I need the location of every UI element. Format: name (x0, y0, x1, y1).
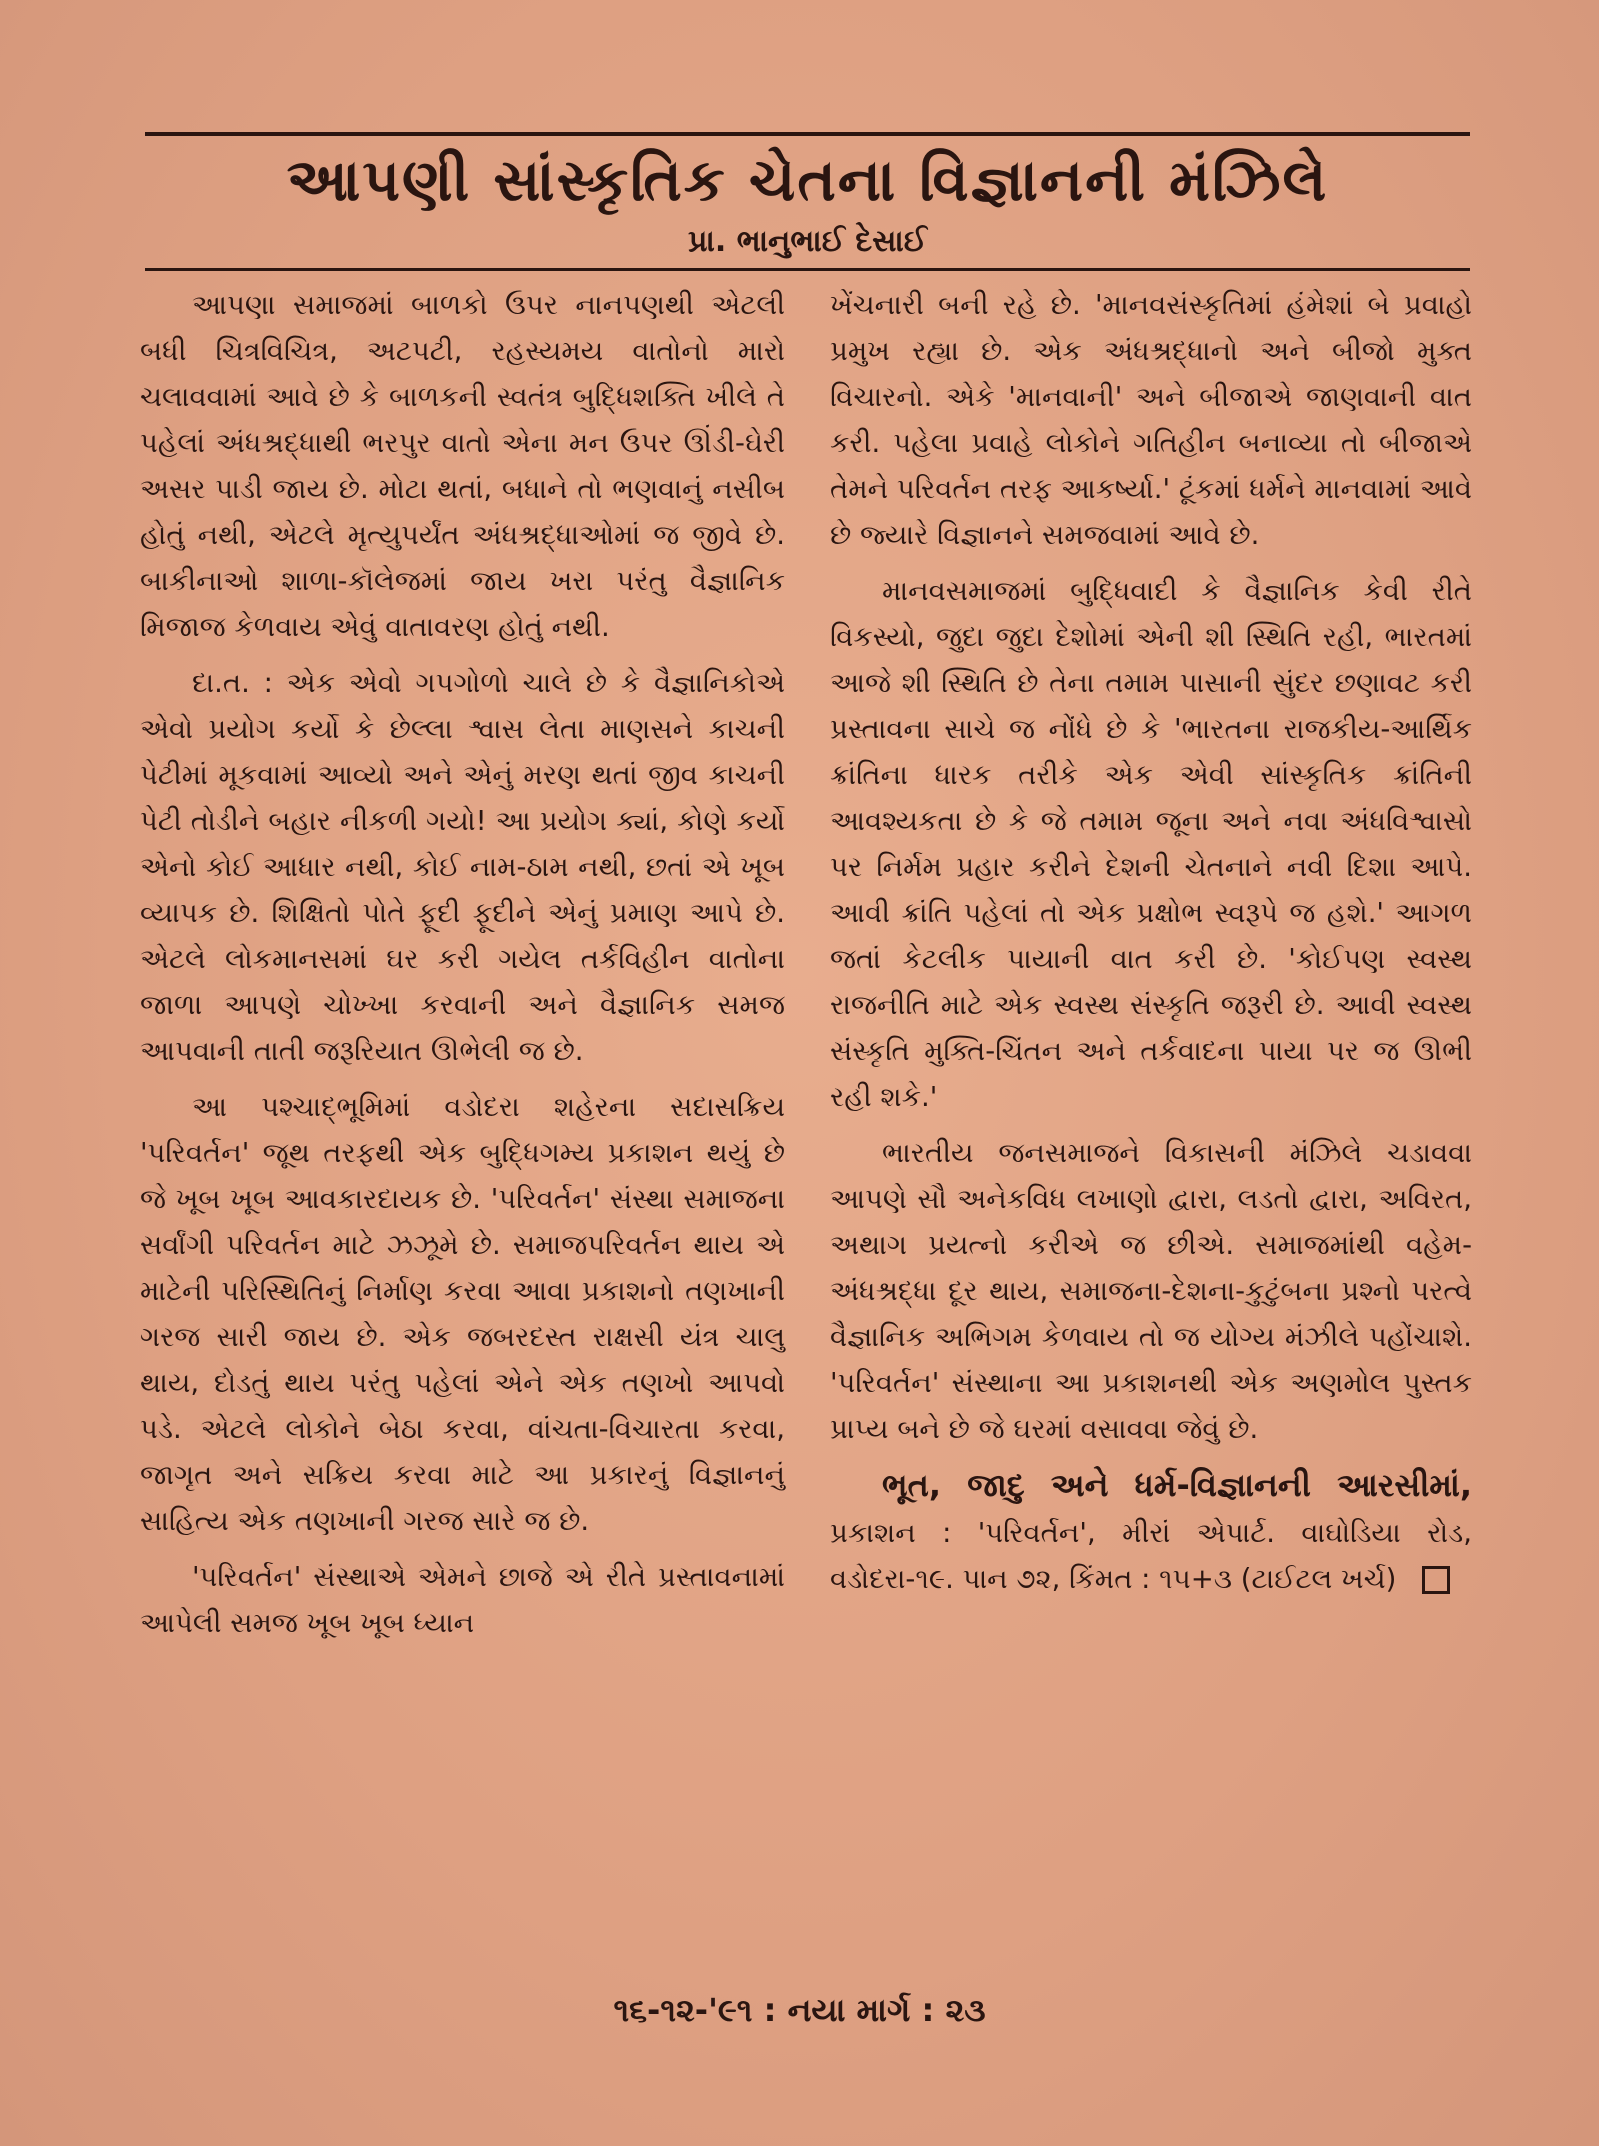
paragraph-3: આ પશ્ચાદ્ભૂમિમાં વડોદરા શહેરના સદાસક્રિય 'પરિવર્તન' જૂથ તરફથી એક બુદ્ધિગમ્ય પ્રકાશન થયું છે જે ખૂબ ખૂબ આવકારદાયક છે. 'પરિવર્તન' સંસ્થા સમાજના સર્વાંગી પરિવર્તન માટે ઝઝૂમે છે. સમાજપરિવર્તન થાય એ માટેની પરિસ્થિતિનું નિર્માણ કરવા આવા પ્રકાશનો તણખાની ગરજ સારી જાય છે. એક જબરદસ્ત રાક્ષસી યંત્ર ચાલુ થાય, દોડતું થાય પરંતુ પહેલાં એને એક તણખો આપવો પડે. એટલે લોકોને બેઠા કરવા, વાંચતા-વિચારતા કરવા, જાગૃત અને સક્રિય કરવા માટે આ પ્રકારનું વિજ્ઞાનનું સાહિત્ય એક તણખાની ગરજ સારે જ છે. (140, 1091, 785, 1537)
book-title: ભૂત, જાદુ અને ધર્મ-વિજ્ઞાનની આરસીમાં, (882, 1466, 1472, 1504)
header-rule (145, 268, 1470, 271)
paragraph-4-continued: ખેંચનારી બની રહે છે. 'માનવસંસ્કૃતિમાં હંમેશાં બે પ્રવાહો પ્રમુખ રહ્યા છે. એક અંધશ્રદ્ધાનો અને બીજો મુક્ત વિચારનો. એકે 'માનવાની' અને બીજાએ જાણવાની વાત કરી. પહેલા પ્રવાહે લોકોને ગતિહીન બનાવ્યા તો બીજાએ તેમને પરિવર્તન તરફ આકર્ષ્યા.' ટૂંકમાં ધર્મને માનવામાં આવે છે જ્યારે વિજ્ઞાનને સમજવામાં આવે છે. (830, 289, 1472, 551)
top-rule (145, 132, 1470, 136)
paragraph-5: માનવસમાજમાં બુદ્ધિવાદી કે વૈજ્ઞાનિક કેવી રીતે વિકસ્યો, જુદા જુદા દેશોમાં એની શી સ્થિતિ રહી, ભારતમાં આજે શી સ્થિતિ છે તેના તમામ પાસાની સુંદર છણાવટ કરી પ્રસ્તાવના સાચે જ નોંધે છે કે 'ભારતના રાજકીય-આર્થિક ક્રાંતિના ધારક તરીકે એક એવી સાંસ્કૃતિક ક્રાંતિની આવશ્યકતા છે કે જે તમામ જૂના અને નવા અંધવિશ્વાસો પર નિર્મમ પ્રહાર કરીને દેશની ચેતનાને નવી દિશા આપે. આવી ક્રાંતિ પહેલાં તો એક પ્રક્ષોભ સ્વરૂપે જ હશે.' આગળ જતાં કેટલીક પાયાની વાત કરી છે. 'કોઈપણ સ્વસ્થ રાજનીતિ માટે એક સ્વસ્થ સંસ્કૃતિ જરૂરી છે. આવી સ્વસ્થ સંસ્કૃતિ મુક્તિ-ચિંતન અને તર્કવાદના પાયા પર જ ઊભી રહી શકે.' (830, 575, 1472, 1113)
paragraph-2: દા.ત. : એક એવો ગપગોળો ચાલે છે કે વૈજ્ઞાનિકોએ એવો પ્રયોગ કર્યો કે છેલ્લા શ્વાસ લેતા માણસને કાચની પેટીમાં મૂકવામાં આવ્યો અને એનું મરણ થતાં જીવ કાચની પેટી તોડીને બહાર નીકળી ગયો! આ પ્રયોગ ક્યાં, કોણે કર્યો એનો કોઈ આધાર નથી, કોઈ નામ-ઠામ નથી, છતાં એ ખૂબ વ્યાપક છે. શિક્ષિતો પોતે ફૂદી ફૂદીને એનું પ્રમાણ આપે છે. એટલે લોકમાનસમાં ઘર કરી ગયેલ તર્કવિહીન વાતોના જાળા આપણે ચોખ્ખા કરવાની અને વૈજ્ઞાનિક સમજ આપવાની તાતી જરૂરિયાત ઊભેલી જ છે. (140, 667, 785, 1067)
end-mark-icon (1422, 1566, 1450, 1594)
article-title: આપણી સાંસ્કૃતિક ચેતના વિજ્ઞાનની મંઝિલે (286, 146, 1329, 214)
paragraph-4: 'પરિવર્તન' સંસ્થાએ એમને છાજે એ રીતે પ્રસ્તાવનામાં આપેલી સમજ ખૂબ ખૂબ ધ્યાન (140, 1561, 785, 1639)
article-author: પ્રા. ભાનુભાઈ દેસાઈ (688, 224, 927, 259)
book-details: પ્રકાશન : 'પરિવર્તન', મીરાં એપાર્ટ. વાઘોડિયા રોડ, વડોદરા-૧૯. પાન ૭૨, કિંમત : ૧૫+૩ (ટાઈટલ ખર્ચ) (830, 1517, 1472, 1595)
right-column (830, 282, 1472, 1612)
left-column (140, 282, 785, 1656)
page-footer: ૧૬-૧૨-'૯૧ : નયા માર્ગ : ૨૩ (613, 1991, 986, 2029)
paragraph-6: ભારતીય જનસમાજને વિકાસની મંઝિલે ચડાવવા આપણે સૌ અનેકવિધ લખાણો દ્વારા, લડતો દ્વારા, અવિરત, અથાગ પ્રયત્નો કરીએ જ છીએ. સમાજમાંથી વહેમ-અંધશ્રદ્ધા દૂર થાય, સમાજના-દેશના-કુટુંબના પ્રશ્નો પરત્વે વૈજ્ઞાનિક અભિગમ કેળવાય તો જ યોગ્ય મંઝીલે પહોંચાશે. 'પરિવર્તન' સંસ્થાના આ પ્રકાશનથી એક અણમોલ પુસ્તક પ્રાપ્ય બને છે જે ઘરમાં વસાવવા જેવું છે. (830, 1137, 1472, 1445)
paragraph-1: આપણા સમાજમાં બાળકો ઉપર નાનપણથી એટલી બધી ચિત્રવિચિત્ર, અટપટી, રહસ્યમય વાતોનો મારો ચલાવવામાં આવે છે કે બાળકની સ્વતંત્ર બુદ્ધિશક્તિ ખીલે તે પહેલાં અંધશ્રદ્ધાથી ભરપુર વાતો એના મન ઉપર ઊંડી-ઘેરી અસર પાડી જાય છે. મોટા થતાં, બધાને તો ભણવાનું નસીબ હોતું નથી, એટલે મૃત્યુપર્યંત અંધશ્રદ્ધાઓમાં જ જીવે છે. બાકીનાઓ શાળા-કૉલેજમાં જાય ખરા પરંતુ વૈજ્ઞાનિક મિજાજ કેળવાય એવું વાતાવરણ હોતું નથી. (140, 289, 785, 643)
book-info (830, 1462, 1472, 1602)
